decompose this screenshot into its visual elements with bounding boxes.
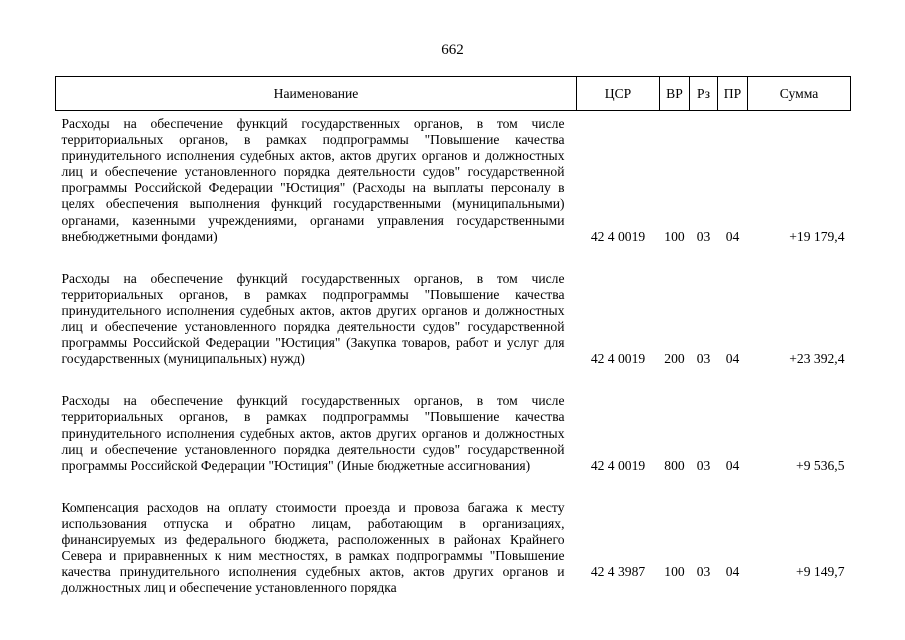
row-name-line: судов" государственной программы Российской Федерации "Юстиция" — [61, 319, 565, 351]
table-row — [56, 373, 851, 479]
row-name-line: "Повышение качества принудительного исполнения судебных актов, актов — [61, 548, 565, 580]
row-name-line: территориальных органов, в рамках подпрограммы "Повышение качества — [61, 132, 565, 148]
row-name-line: принудительного исполнения судебных актов, актов других органов и — [61, 148, 480, 164]
row-name-line: судов" государственной программы Российской Федерации "Юстиция" — [61, 441, 565, 473]
row-name-line: органами управления государственными внебюджетными фондами) — [61, 212, 565, 244]
row-rz: 03 — [696, 228, 711, 244]
row-name-line: других органов и должностных лиц и обеспечение установленного порядка — [61, 564, 565, 596]
row-rz: 03 — [696, 457, 711, 473]
row-name-line: должностных лиц и обеспечение установленного порядка деятельности — [61, 425, 565, 457]
row-vr: 800 — [664, 457, 685, 473]
header-name: Наименование — [56, 77, 577, 111]
row-name-line: (Расходы на выплаты персоналу в целях обеспечения выполнения функций — [61, 180, 565, 212]
page-number: 662 — [441, 42, 464, 58]
row-sum: +9 149,7 — [796, 564, 845, 580]
row-name-line: (Иные бюджетные ассигнования) — [337, 457, 531, 473]
row-csr: 42 4 0019 — [590, 457, 646, 473]
row-name-line: Крайнего Севера и приравненных к ним местностях, в рамках подпрограммы — [61, 531, 565, 564]
row-name-line: Расходы на обеспечение функций государственных органов, в том числе — [61, 393, 565, 409]
header-sum: Сумма — [748, 77, 851, 111]
table-header-row — [56, 77, 851, 111]
row-pr: 04 — [725, 351, 740, 367]
row-sum: +23 392,4 — [789, 351, 845, 367]
row-name-line: принудительного исполнения судебных актов, актов других органов и — [61, 302, 480, 318]
budget-table — [55, 76, 851, 596]
row-name-line: использования отпуска и обратно лицам, работающим в организациях, — [61, 515, 565, 531]
row-name — [56, 373, 577, 479]
table-row — [56, 251, 851, 374]
row-name-line: Расходы на обеспечение функций государственных органов, в том числе — [61, 116, 565, 131]
row-rz: 03 — [696, 351, 711, 367]
row-pr: 04 — [725, 564, 740, 580]
row-vr: 100 — [664, 564, 685, 580]
header-csr: ЦСР — [577, 77, 660, 111]
row-pr: 04 — [725, 228, 740, 244]
table-row — [56, 480, 851, 597]
row-csr: 42 4 0019 — [590, 351, 646, 367]
row-name-line: принудительного исполнения судебных актов, актов других органов и — [61, 425, 480, 441]
header-vr: ВР — [660, 77, 690, 111]
row-name-line: (Закупка товаров, работ и услуг для государственных (муниципальных) нужд) — [61, 335, 565, 367]
row-name — [56, 480, 577, 597]
header-rz: Рз — [690, 77, 718, 111]
row-csr: 42 4 3987 — [590, 564, 646, 580]
row-name-line: государственными (муниципальными) органами, казенными учреждениями, — [61, 196, 565, 228]
row-vr: 100 — [664, 228, 685, 244]
row-csr: 42 4 0019 — [590, 228, 646, 244]
row-vr: 200 — [664, 351, 685, 367]
row-name-line: финансируемых из федерального бюджета, расположенных в районах — [61, 531, 501, 547]
row-name-line: судов" государственной программы Российской Федерации "Юстиция" — [61, 164, 565, 196]
row-pr: 04 — [725, 457, 740, 473]
row-name-line: территориальных органов, в рамках подпрограммы "Повышение качества — [61, 286, 565, 302]
row-name-line: территориальных органов, в рамках подпрограммы "Повышение качества — [61, 409, 565, 425]
row-name-line: Расходы на обеспечение функций государственных органов, в том числе — [61, 270, 565, 286]
row-name — [56, 251, 577, 374]
row-name — [56, 111, 577, 251]
header-pr: ПР — [718, 77, 748, 111]
row-sum: +9 536,5 — [796, 457, 845, 473]
table-row — [56, 111, 851, 251]
row-sum: +19 179,4 — [789, 228, 845, 244]
row-rz: 03 — [696, 564, 711, 580]
row-name-line: Компенсация расходов на оплату стоимости проезда и провоза багажа к месту — [61, 499, 565, 515]
row-name-line: должностных лиц и обеспечение установленного порядка деятельности — [61, 148, 565, 180]
row-name-line: должностных лиц и обеспечение установленного порядка деятельности — [61, 302, 565, 335]
